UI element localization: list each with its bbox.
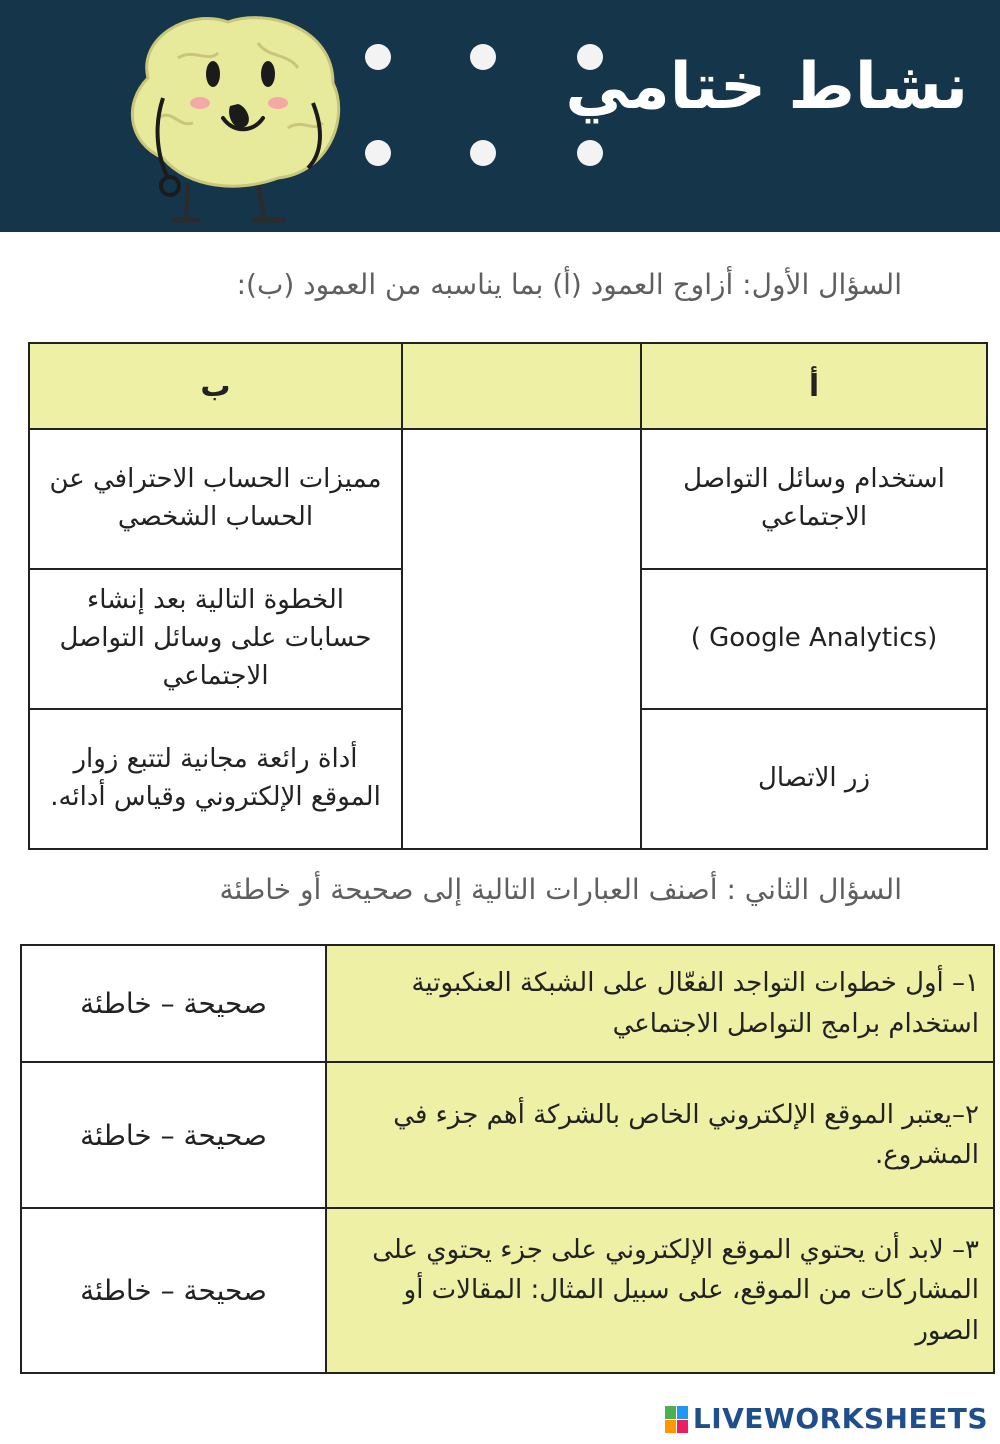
liveworksheets-logo xyxy=(665,1402,988,1435)
decorative-dot xyxy=(470,44,496,70)
column-b-item[interactable]: أداة رائعة مجانية لتتبع زوار الموقع الإلكتروني وقياس أدائه. xyxy=(29,709,402,849)
column-a-item[interactable]: (Google Analytics ) xyxy=(641,569,987,709)
statement-text: ٢–يعتبر الموقع الإلكتروني الخاص بالشركة أهم جزء في المشروع. xyxy=(326,1062,994,1208)
decorative-dot xyxy=(577,140,603,166)
table-row xyxy=(21,1208,994,1373)
matching-table-header-row xyxy=(29,343,987,429)
column-a-item[interactable]: استخدام وسائل التواصل الاجتماعي xyxy=(641,429,987,569)
true-false-choice[interactable]: صحيحة – خاطئة xyxy=(21,1062,326,1208)
brain-mascot-icon xyxy=(118,8,358,228)
true-false-choice[interactable]: صحيحة – خاطئة xyxy=(21,1208,326,1373)
true-false-choice[interactable]: صحيحة – خاطئة xyxy=(21,945,326,1062)
decorative-dot xyxy=(365,140,391,166)
table-row xyxy=(21,1062,994,1208)
match-drawing-area[interactable] xyxy=(402,429,641,849)
brand-name: LIVEWORKSHEETS xyxy=(692,1402,988,1435)
question-1-heading: السؤال الأول: أزاوج العمود (أ) بما يناسبه من العمود (ب): xyxy=(236,268,902,301)
table-row xyxy=(21,945,994,1062)
column-b-header: ب xyxy=(29,343,402,429)
column-a-item[interactable]: زر الاتصال xyxy=(641,709,987,849)
table-row xyxy=(29,429,987,569)
decorative-dot xyxy=(365,44,391,70)
matching-table xyxy=(28,342,988,850)
header-banner xyxy=(0,0,1000,232)
column-b-item[interactable]: مميزات الحساب الاحترافي عن الحساب الشخصي xyxy=(29,429,402,569)
true-false-table xyxy=(20,944,995,1374)
statement-text: ٣– لابد أن يحتوي الموقع الإلكتروني على جزء يحتوي على المشاركات من الموقع، على سبيل المثال: المقالات أو الصور xyxy=(326,1208,994,1373)
column-b-item[interactable]: الخطوة التالية بعد إنشاء حسابات على وسائل التواصل الاجتماعي xyxy=(29,569,402,709)
decorative-dot xyxy=(470,140,496,166)
page-title: نشاط ختامي xyxy=(565,50,968,124)
match-column-header xyxy=(402,343,641,429)
liveworksheets-logo-icon xyxy=(665,1406,689,1434)
column-a-header: أ xyxy=(641,343,987,429)
question-2-heading: السؤال الثاني : أصنف العبارات التالية إلى صحيحة أو خاطئة xyxy=(219,873,902,906)
statement-text: ١– أول خطوات التواجد الفعّال على الشبكة العنكبوتية استخدام برامج التواصل الاجتماعي xyxy=(326,945,994,1062)
